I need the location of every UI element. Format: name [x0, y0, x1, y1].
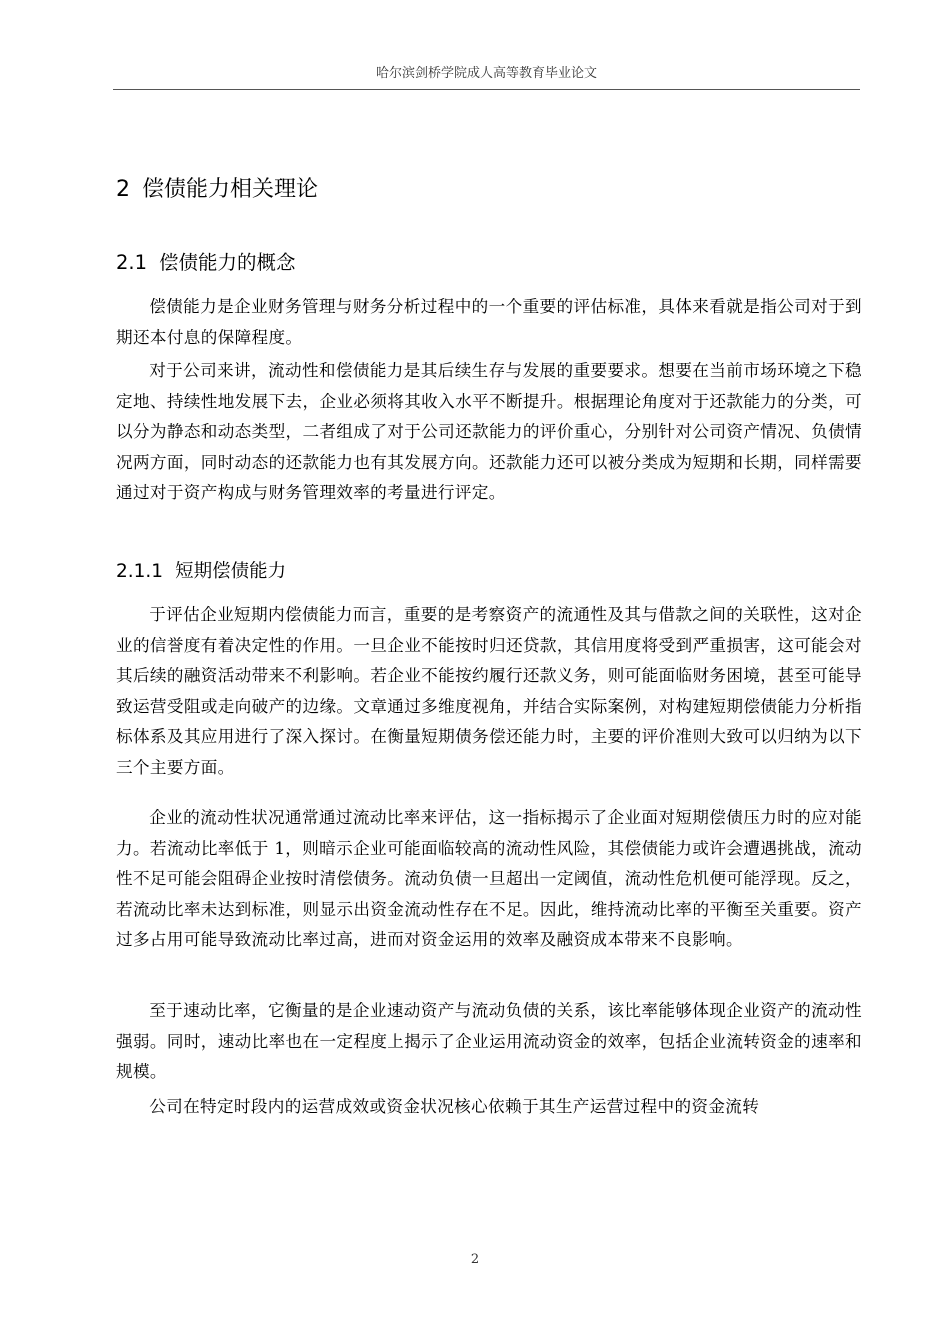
- chapter-number: 2: [116, 177, 130, 202]
- body-paragraph: 公司在特定时段内的运营成效或资金状况核心依赖于其生产运营过程中的资金流转: [149, 1097, 760, 1116]
- body-paragraph: 对于公司来讲，流动性和偿债能力是其后续生存与发展的重要要求。想要在当前市场环境之下稳定地、持续性地发展下去，企业必须将其收入水平不断提升。根据理论角度对于还款能力的分类，可以分为静态和动态类型，二者组成了对于公司还款能力的评价重心，分别针对公司资产情况、负债情况两方面，同时动态的还款能力也有其发展方向。还款能力还可以被分类成为短期和长期，同样需要通过对于资产构成与财务管理效率的考量进行评定。: [116, 361, 862, 502]
- chapter-title: 偿债能力相关理论: [142, 177, 319, 202]
- body-paragraph: 至于速动比率，它衡量的是企业速动资产与流动负债的关系，该比率能够体现企业资产的流动性强弱。同时，速动比率也在一定程度上揭示了企业运用流动资金的效率，包括企业流转资金的速率和规模。: [116, 1001, 862, 1081]
- section-number: 2.1: [116, 251, 148, 274]
- section-heading: [116, 249, 296, 277]
- subsection-number: 2.1.1: [116, 561, 164, 582]
- page-number: 2: [470, 1252, 480, 1267]
- running-header: 哈尔滨剑桥学院成人高等教育毕业论文: [375, 66, 597, 81]
- subsection-title: 短期偿债能力: [175, 561, 287, 582]
- header-divider: [113, 89, 860, 90]
- subsection-heading: [116, 558, 286, 586]
- body-paragraph: 于评估企业短期内偿债能力而言，重要的是考察资产的流通性及其与借款之间的关联性，这对企业的信誉度有着决定性的作用。一旦企业不能按时归还贷款，其信用度将受到严重损害，这可能会对其后续的融资活动带来不利影响。若企业不能按约履行还款义务，则可能面临财务困境，甚至可能导致运营受阻或走向破产的边缘。文章通过多维度视角，并结合实际案例，对构建短期偿债能力分析指标体系及其应用进行了深入探讨。在衡量短期债务偿还能力时，主要的评价准则大致可以归纳为以下三个主要方面。: [116, 605, 862, 777]
- body-paragraph: 偿债能力是企业财务管理与财务分析过程中的一个重要的评估标准，具体来看就是指公司对于到期还本付息的保障程度。: [116, 297, 862, 347]
- body-paragraph: 企业的流动性状况通常通过流动比率来评估，这一指标揭示了企业面对短期偿债压力时的应对能力。若流动比率低于 1，则暗示企业可能面临较高的流动性风险，其偿债能力或许会遭遇挑战，流动性不足可能会阻碍企业按时清偿债务。流动负债一旦超出一定阈值，流动性危机便可能浮现。反之，若流动比率未达到标准，则显示出资金流动性存在不足。因此，维持流动比率的平衡至关重要。资产过多占用可能导致流动比率过高，进而对资金运用的效率及融资成本带来不良影响。: [116, 808, 862, 949]
- chapter-heading: [116, 175, 318, 205]
- section-title: 偿债能力的概念: [159, 251, 296, 274]
